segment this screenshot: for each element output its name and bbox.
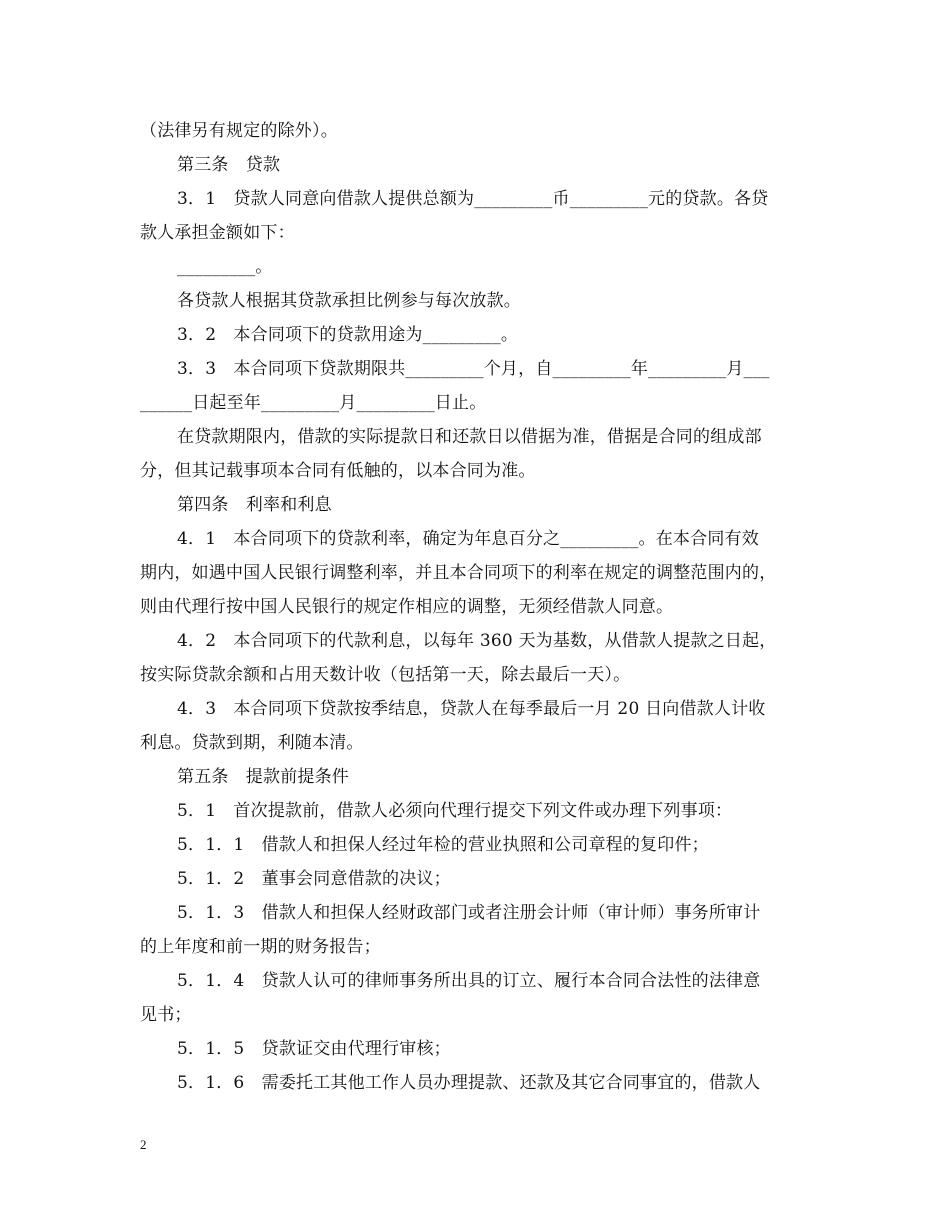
text-line: 则由代理行按中国人民银行的规定作相应的调整，无须经借款人同意。	[140, 597, 674, 617]
text-line: 4．3 本合同项下贷款按季结息，贷款人在每季最后一月 20 日向借款人计收	[177, 699, 766, 719]
text-line: ______日起至年_________月_________日止。	[140, 393, 487, 413]
text-line: 5．1 首次提款前，借款人必须向代理行提交下列文件或办理下列事项：	[177, 801, 733, 821]
page-number: 2	[140, 1137, 147, 1152]
document-body	[140, 114, 812, 1100]
text-line: 5．1．5 贷款证交由代理行审核；	[177, 1039, 451, 1059]
text-line: 利息。贷款到期，利随本清。	[140, 733, 364, 753]
text-line: 4．1 本合同项下的贷款利率，确定为年息百分之_________。在本合同有效	[177, 529, 759, 549]
text-line: 5．1．6 需委托工其他工作人员办理提款、还款及其它合同事宜的，借款人	[177, 1073, 761, 1093]
section-heading-4: 第四条 利率和利息	[177, 495, 332, 515]
text-line: 5．1．2 董事会同意借款的决议；	[177, 869, 451, 889]
text-line: （法律另有规定的除外）。	[140, 121, 338, 141]
text-line: 5．1．3 借款人和担保人经财政部门或者注册会计师（审计师）事务所审计	[177, 903, 761, 923]
text-line: 5．1．1 借款人和担保人经过年检的营业执照和公司章程的复印件；	[177, 835, 709, 855]
text-line: 分，但其记载事项本合同有低触的，以本合同为准。	[140, 461, 536, 481]
text-line: 4．2 本合同项下的代款利息，以每年 360 天为基数，从借款人提款之日起，	[177, 631, 777, 651]
text-line: 3．3 本合同项下贷款期限共_________个月，自_________年_________月___	[177, 359, 770, 379]
text-line: 期内，如遇中国人民银行调整利率，并且本合同项下的利率在规定的调整范围内的，	[140, 563, 777, 583]
text-line: 在贷款期限内，借款的实际提款日和还款日以借据为准，借据是合同的组成部	[177, 427, 762, 447]
text-line: _________。	[177, 257, 273, 277]
text-line: 的上年度和前一期的财务报告；	[140, 937, 381, 957]
text-line: 5．1．4 贷款人认可的律师事务所出具的订立、履行本合同合法性的法律意	[177, 971, 761, 991]
section-heading-5: 第五条 提款前提条件	[177, 767, 349, 787]
section-heading-3: 第三条 贷款	[177, 155, 281, 175]
text-line: 按实际贷款余额和占用天数计收（包括第一天，除去最后一天）。	[140, 665, 631, 685]
text-line: 3．2 本合同项下的贷款用途为_________。	[177, 325, 519, 345]
text-line: 3．1 贷款人同意向借款人提供总额为_________币_________元的贷款。各贷	[177, 189, 769, 209]
text-line: 见书；	[140, 1005, 192, 1025]
text-line: 款人承担金额如下：	[140, 223, 295, 243]
text-line: 各贷款人根据其贷款承担比例参与每次放款。	[177, 291, 521, 311]
